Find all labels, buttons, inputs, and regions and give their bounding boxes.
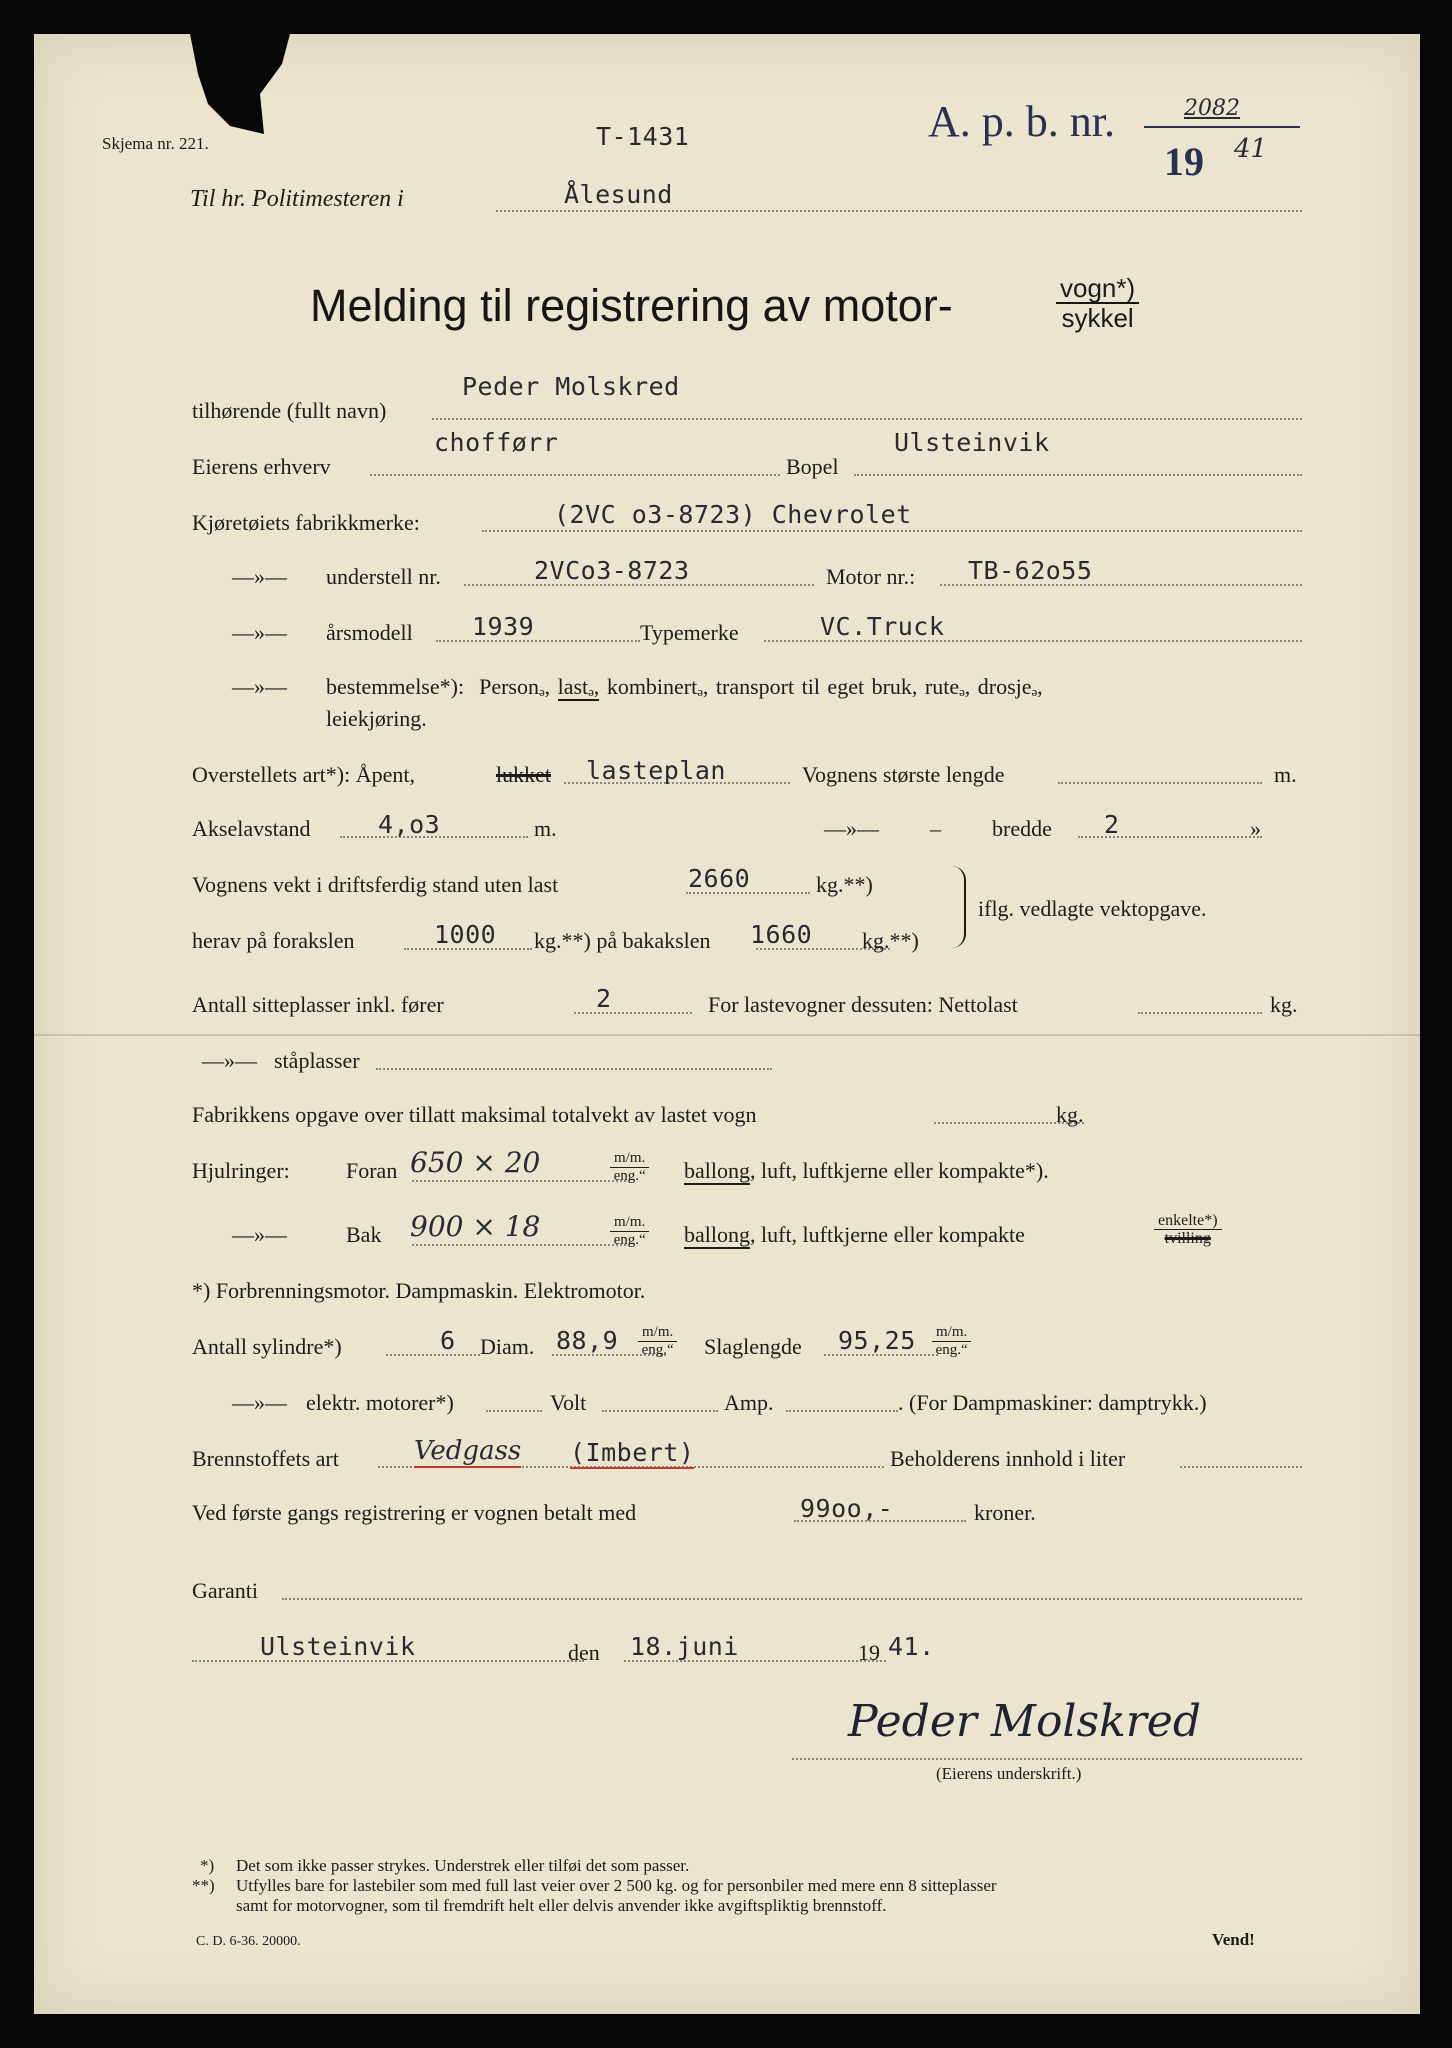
front-tire-line [412, 1180, 630, 1182]
year-value: 1939 [472, 612, 535, 641]
type-value: VC.Truck [820, 612, 945, 641]
rear-tire-mm: m/m. [610, 1214, 649, 1232]
note2b: samt for motorvogner, som til fremdrift helt eller delvis anvender ikke avgiftspliktig brennstoff. [236, 1896, 887, 1915]
ditto-year: —»— [232, 620, 287, 645]
purpose-last: last [557, 674, 589, 699]
weight-brace [950, 866, 966, 948]
front-tire-ballong: ballong [684, 1158, 750, 1183]
stroke-eng: eng.“ [935, 1342, 968, 1358]
sign-year-prefix: 19 [858, 1640, 880, 1665]
engine-types: *) Forbrenningsmotor. Dampmaskin. Elektromotor. [192, 1278, 646, 1303]
amp-line [786, 1410, 898, 1412]
guarantee-label: Garanti [192, 1578, 258, 1603]
wheelbase-value: 4,o3 [378, 810, 441, 839]
diam-eng: eng.“ [641, 1342, 674, 1358]
tvilling-label: tvilling [1164, 1230, 1211, 1247]
rear-axle-unit: kg.**) [862, 928, 919, 953]
make-line [482, 530, 1302, 532]
width-ditto-mark: » [1250, 816, 1261, 841]
weight-label: Vognens vekt i driftsferdig stand uten last [192, 872, 559, 897]
volt-label: Volt [550, 1390, 587, 1415]
enkelte-label: enkelte*) [1154, 1212, 1222, 1230]
purpose-transport: transport til eget bruk, rute [715, 674, 960, 699]
apb-label: A. p. b. nr. [928, 97, 1115, 146]
turn-note: Vend! [1212, 1930, 1255, 1949]
standing-line [376, 1068, 772, 1070]
body-struck: lukket [496, 762, 551, 787]
rear-tire-eng: eng.“ [613, 1232, 646, 1248]
purpose-row: bestemmelse*): Personₔ, lastₔ, kombinertₔ, transport til eget bruk, ruteₔ, drosjeₔ, [326, 674, 1043, 699]
ditto-rear-tire: —»— [232, 1222, 287, 1247]
diam-mm: m/m. [638, 1324, 677, 1342]
motor-value: TB-62o55 [968, 556, 1093, 585]
rings-label: Hjulringer: [192, 1158, 290, 1183]
apb-line [1144, 126, 1300, 128]
length-unit: m. [1274, 762, 1297, 787]
cylinders-label: Antall sylindre*) [192, 1334, 342, 1359]
diam-label: Diam. [480, 1334, 535, 1359]
fuel-handwritten: Vedgass [414, 1436, 522, 1466]
wheelbase-unit: m. [534, 816, 557, 841]
year-handwritten: 41 [1234, 134, 1268, 164]
occupation-value: chofførr [434, 428, 559, 457]
front-axle-label: herav på forakslen [192, 928, 355, 953]
title-frac-bottom: sykkel [1061, 303, 1134, 333]
weight-unit: kg.**) [816, 872, 873, 897]
note2-mark: **) [192, 1876, 215, 1895]
front-tire-type [684, 1158, 1049, 1184]
motor-label: Motor nr.: [826, 564, 916, 589]
rear-tire-line [412, 1244, 630, 1246]
front-tire-size: 650 × 20 [410, 1146, 541, 1179]
ditto-electric: —»— [232, 1390, 287, 1415]
year-line [436, 640, 640, 642]
chassis-value: 2VCo3-8723 [534, 556, 690, 585]
note1-mark: *) [200, 1856, 215, 1875]
occupation-line [370, 474, 780, 476]
front-tire-mm: m/m. [610, 1150, 649, 1168]
sign-place: Ulsteinvik [260, 1632, 416, 1661]
rear-tire-options: , luft, luftkjerne eller kompakte [750, 1222, 1025, 1247]
t-number: T-1431 [596, 122, 690, 151]
title-fraction [1056, 274, 1139, 332]
front-tire-options: , luft, luftkjerne eller kompakte*). [750, 1158, 1049, 1183]
electric-label: elektr. motorer*) [306, 1390, 454, 1415]
front-tire-unit [610, 1150, 649, 1185]
occupation-label: Eierens erhverv [192, 454, 331, 479]
wheelbase-label: Akselavstand [192, 816, 311, 841]
body-value: lasteplan [586, 756, 726, 785]
signature-line [792, 1758, 1302, 1760]
seats-value: 2 [596, 984, 612, 1013]
ditto-standing: —»— [202, 1048, 257, 1073]
tank-label: Beholderens innhold i liter [890, 1446, 1126, 1471]
max-weight-label: Fabrikkens opgave over tillatt maksimal totalvekt av lastet vogn [192, 1102, 757, 1127]
stroke-label: Slaglengde [704, 1334, 802, 1359]
max-weight-unit: kg. [1056, 1102, 1084, 1127]
price-label: Ved første gangs registrering er vognen betalt med [192, 1500, 637, 1525]
body-label: Overstellets art*): Åpent, [192, 762, 415, 787]
steam-note: . (For Dampmaskiner: damptrykk.) [898, 1390, 1207, 1415]
cargo-label: For lastevogner dessuten: Nettolast [708, 992, 1018, 1017]
electric-line [486, 1410, 542, 1412]
make-label: Kjøretøiets fabrikkmerke: [192, 510, 420, 535]
fold-crease [34, 1034, 1420, 1036]
front-axle-value: 1000 [434, 920, 497, 949]
ditto-chassis: —»— [232, 564, 287, 589]
purpose-drosje: drosje [977, 674, 1032, 699]
note1: Det som ikke passer strykes. Understrek eller tilføi det som passer. [236, 1856, 690, 1875]
price-value: 99oo,- [800, 1494, 894, 1523]
cylinders-line [386, 1354, 480, 1356]
year-printed: 19 [1164, 139, 1204, 184]
amp-label: Amp. [724, 1390, 774, 1415]
year-label: årsmodell [326, 620, 413, 645]
rear-axle-label: kg.**) på bakakslen [534, 928, 711, 953]
seats-label: Antall sitteplasser inkl. fører [192, 992, 444, 1017]
residence-line [854, 474, 1302, 476]
to-label: Til hr. Politimesteren i [190, 186, 404, 212]
weight-value: 2660 [688, 864, 751, 893]
guarantee-line [282, 1598, 1302, 1600]
length-label: Vognens største lengde [802, 762, 1005, 787]
stroke-value: 95,25 [838, 1326, 916, 1355]
rear-tire-size: 900 × 18 [410, 1210, 541, 1243]
print-code: C. D. 6-36. 20000. [196, 1934, 301, 1949]
volt-line [602, 1410, 718, 1412]
ditto-width: —»— [824, 816, 879, 841]
rear-tire-label: Bak [346, 1222, 382, 1247]
fuel-typed: (Imbert) [570, 1438, 695, 1467]
rear-axle-value: 1660 [750, 920, 813, 949]
rear-tire-unit [610, 1214, 649, 1249]
seats-line [574, 1012, 692, 1014]
title-frac-top: vogn*) [1056, 274, 1139, 304]
owner-value: Peder Molskred [462, 372, 680, 401]
form-number: Skjema nr. 221. [102, 134, 209, 153]
enkelte-tvilling [1154, 1212, 1222, 1247]
purpose-label: bestemmelse*): [326, 674, 465, 699]
owner-line [432, 418, 1302, 420]
diam-unit [638, 1324, 677, 1359]
sign-date: 18.juni [630, 1632, 739, 1661]
document-sheet [34, 34, 1420, 2014]
cargo-line [1138, 1012, 1262, 1014]
owner-signature: Peder Molskred [848, 1696, 1201, 1747]
chassis-label: understell nr. [326, 564, 441, 589]
residence-label: Bopel [786, 454, 839, 479]
width-label: bredde [992, 816, 1052, 841]
to-line [496, 210, 1302, 212]
signature-caption: (Eierens underskrift.) [936, 1764, 1082, 1783]
stroke-mm: m/m. [932, 1324, 971, 1342]
front-tire-label: Foran [346, 1158, 398, 1183]
standing-label: ståplasser [274, 1048, 360, 1073]
width-value: 2 [1104, 810, 1120, 839]
to-city: Ålesund [564, 180, 673, 209]
purpose-line2: leiekjøring. [326, 706, 427, 731]
rear-tire-ballong: ballong [684, 1222, 750, 1247]
type-label: Typemerke [640, 620, 739, 645]
make-value: (2VC o3-8723) Chevrolet [554, 500, 912, 529]
stroke-unit [932, 1324, 971, 1359]
purpose-person: Person [479, 674, 539, 699]
ditto-purpose: —»— [232, 674, 287, 699]
sign-year: 41. [888, 1632, 935, 1661]
note2a: Utfylles bare for lastebiler som med full last veier over 2 500 kg. og for personbiler med mere enn 8 sitteplasser [236, 1876, 997, 1895]
owner-label: tilhørende (fullt navn) [192, 398, 387, 423]
tank-line [1180, 1466, 1302, 1468]
residence-value: Ulsteinvik [894, 428, 1050, 457]
width-dash: – [930, 816, 941, 841]
purpose-kombinert: kombinert [606, 674, 698, 699]
fuel-label: Brennstoffets art [192, 1446, 339, 1471]
cylinders-value: 6 [440, 1326, 456, 1355]
rear-tire-type [684, 1222, 1025, 1248]
cargo-unit: kg. [1270, 992, 1298, 1017]
kroner-label: kroner. [974, 1500, 1036, 1525]
page-title: Melding til registrering av motor- [310, 280, 953, 331]
front-tire-eng: eng.“ [613, 1168, 646, 1184]
diam-value: 88,9 [556, 1326, 619, 1355]
apb-number: 2082 [1184, 96, 1240, 121]
length-line [1058, 782, 1262, 784]
sign-den: den [568, 1640, 600, 1665]
weight-note: iflg. vedlagte vektopgave. [978, 896, 1207, 921]
